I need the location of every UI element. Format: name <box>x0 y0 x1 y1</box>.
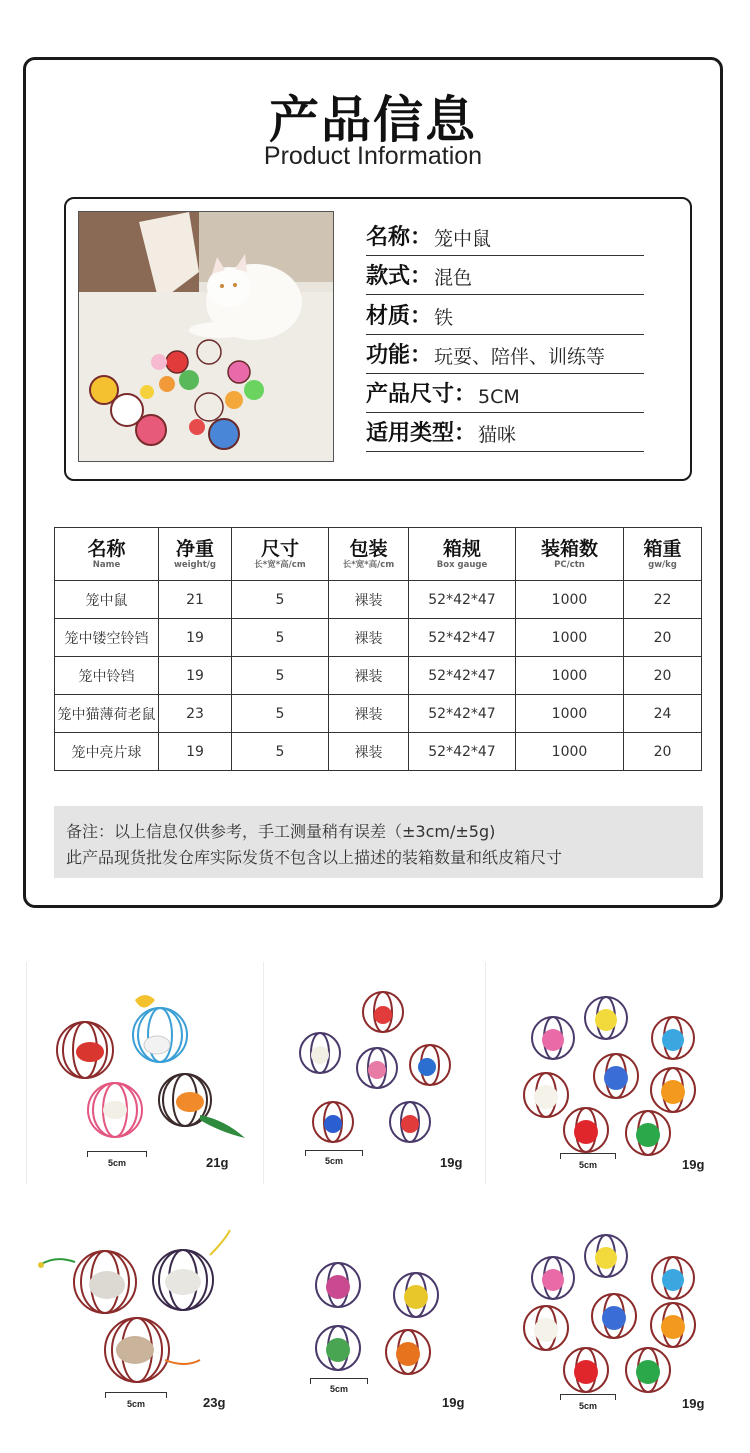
spec-label: 材质： <box>366 303 433 329</box>
spec-row-applicable <box>366 413 644 452</box>
product-photo-catnip-mouse <box>35 1210 257 1435</box>
column-header: 净重 weight/g <box>159 528 232 581</box>
table-cell: 5 <box>232 657 329 695</box>
table-cell: 笼中猫薄荷老鼠 <box>55 695 159 733</box>
packing-table <box>54 527 702 771</box>
table-cell: 笼中镂空铃铛 <box>55 619 159 657</box>
table-cell: 5 <box>232 733 329 771</box>
spec-value: 笼中鼠 <box>434 228 492 251</box>
spec-label: 适用类型： <box>366 421 477 447</box>
table-cell: 52*42*47 <box>409 581 516 619</box>
table-cell: 52*42*47 <box>409 657 516 695</box>
table-cell: 20 <box>624 619 702 657</box>
product-photo-bell-mix <box>508 1210 730 1435</box>
table-cell: 24 <box>624 695 702 733</box>
spec-row-name <box>366 217 644 256</box>
scale-label: 5cm <box>578 1401 597 1411</box>
column-header: 箱规 Box gauge <box>409 528 516 581</box>
weight-label: 19g <box>442 1395 465 1410</box>
product-photo-hollow-bell <box>265 970 487 1195</box>
spec-label: 产品尺寸： <box>366 381 477 407</box>
page-title: 产品信息 <box>269 91 477 149</box>
table-cell: 20 <box>624 657 702 695</box>
disclaimer-note <box>54 806 703 878</box>
page-subtitle: Product Information <box>263 142 483 170</box>
grid-divider <box>26 962 27 1184</box>
weight-label: 19g <box>440 1155 463 1170</box>
spec-row-style <box>366 256 644 295</box>
table-cell: 19 <box>159 657 232 695</box>
spec-row-material <box>366 295 644 334</box>
table-cell: 1000 <box>516 657 624 695</box>
table-cell: 5 <box>232 619 329 657</box>
table-cell: 笼中鼠 <box>55 581 159 619</box>
table-cell: 21 <box>159 581 232 619</box>
table-cell: 1000 <box>516 733 624 771</box>
product-photo-sequin <box>290 1210 512 1435</box>
table-cell: 裸装 <box>329 733 409 771</box>
table-cell: 52*42*47 <box>409 619 516 657</box>
scale-label: 5cm <box>324 1156 343 1166</box>
table-cell: 52*42*47 <box>409 733 516 771</box>
table-cell: 裸装 <box>329 619 409 657</box>
scale-bar <box>560 1153 616 1159</box>
column-header: 装箱数 PC/ctn <box>516 528 624 581</box>
product-photo-mouse-cage <box>35 970 257 1195</box>
spec-label: 款式： <box>366 264 433 290</box>
table-cell: 19 <box>159 733 232 771</box>
table-cell: 22 <box>624 581 702 619</box>
product-info-card <box>23 57 723 908</box>
weight-label: 21g <box>206 1155 229 1170</box>
product-photo-bell <box>508 970 730 1195</box>
scale-bar <box>560 1394 616 1400</box>
table-cell: 5 <box>232 581 329 619</box>
column-header: 包装 长*宽*高/cm <box>329 528 409 581</box>
scale-bar <box>87 1151 147 1157</box>
table-cell: 裸装 <box>329 695 409 733</box>
table-row <box>55 581 702 619</box>
grid-divider <box>263 962 264 1184</box>
table-cell: 1000 <box>516 619 624 657</box>
scale-label: 5cm <box>578 1160 597 1170</box>
spec-label: 功能： <box>366 342 433 368</box>
scale-label: 5cm <box>329 1384 348 1394</box>
spec-value: 玩耍、陪伴、训练等 <box>434 345 606 368</box>
table-cell: 19 <box>159 619 232 657</box>
scale-label: 5cm <box>126 1399 145 1409</box>
weight-label: 19g <box>682 1157 705 1172</box>
table-cell: 裸装 <box>329 581 409 619</box>
spec-value: 铁 <box>434 306 454 329</box>
table-cell: 52*42*47 <box>409 695 516 733</box>
spec-label: 名称： <box>366 225 433 251</box>
note-line: 此产品现货批发仓库实际发货不包含以上描述的装箱数量和纸皮箱尺寸 <box>66 848 563 867</box>
spec-list <box>366 217 644 452</box>
weight-label: 23g <box>203 1395 226 1410</box>
table-cell: 裸装 <box>329 657 409 695</box>
column-header: 箱重 gw/kg <box>624 528 702 581</box>
column-header: 尺寸 长*宽*高/cm <box>232 528 329 581</box>
table-row <box>55 619 702 657</box>
table-cell: 笼中亮片球 <box>55 733 159 771</box>
table-cell: 1000 <box>516 581 624 619</box>
scale-bar <box>105 1392 167 1398</box>
table-cell: 20 <box>624 733 702 771</box>
table-header-row <box>55 528 702 581</box>
info-box <box>64 197 692 481</box>
column-header: 名称 Name <box>55 528 159 581</box>
table-cell: 笼中铃铛 <box>55 657 159 695</box>
scale-label: 5cm <box>107 1158 126 1168</box>
table-cell: 23 <box>159 695 232 733</box>
spec-value: 猫咪 <box>478 424 517 447</box>
weight-label: 19g <box>682 1396 705 1411</box>
spec-row-function <box>366 335 644 374</box>
table-cell: 5 <box>232 695 329 733</box>
table-row <box>55 733 702 771</box>
spec-value: 5CM <box>478 385 520 408</box>
table-cell: 1000 <box>516 695 624 733</box>
product-photo <box>78 211 334 462</box>
spec-row-size <box>366 374 644 413</box>
spec-value: 混色 <box>434 267 473 290</box>
table-row <box>55 695 702 733</box>
note-line: 备注：以上信息仅供参考，手工测量稍有误差（±3cm/±5g) <box>66 822 496 841</box>
table-row <box>55 657 702 695</box>
